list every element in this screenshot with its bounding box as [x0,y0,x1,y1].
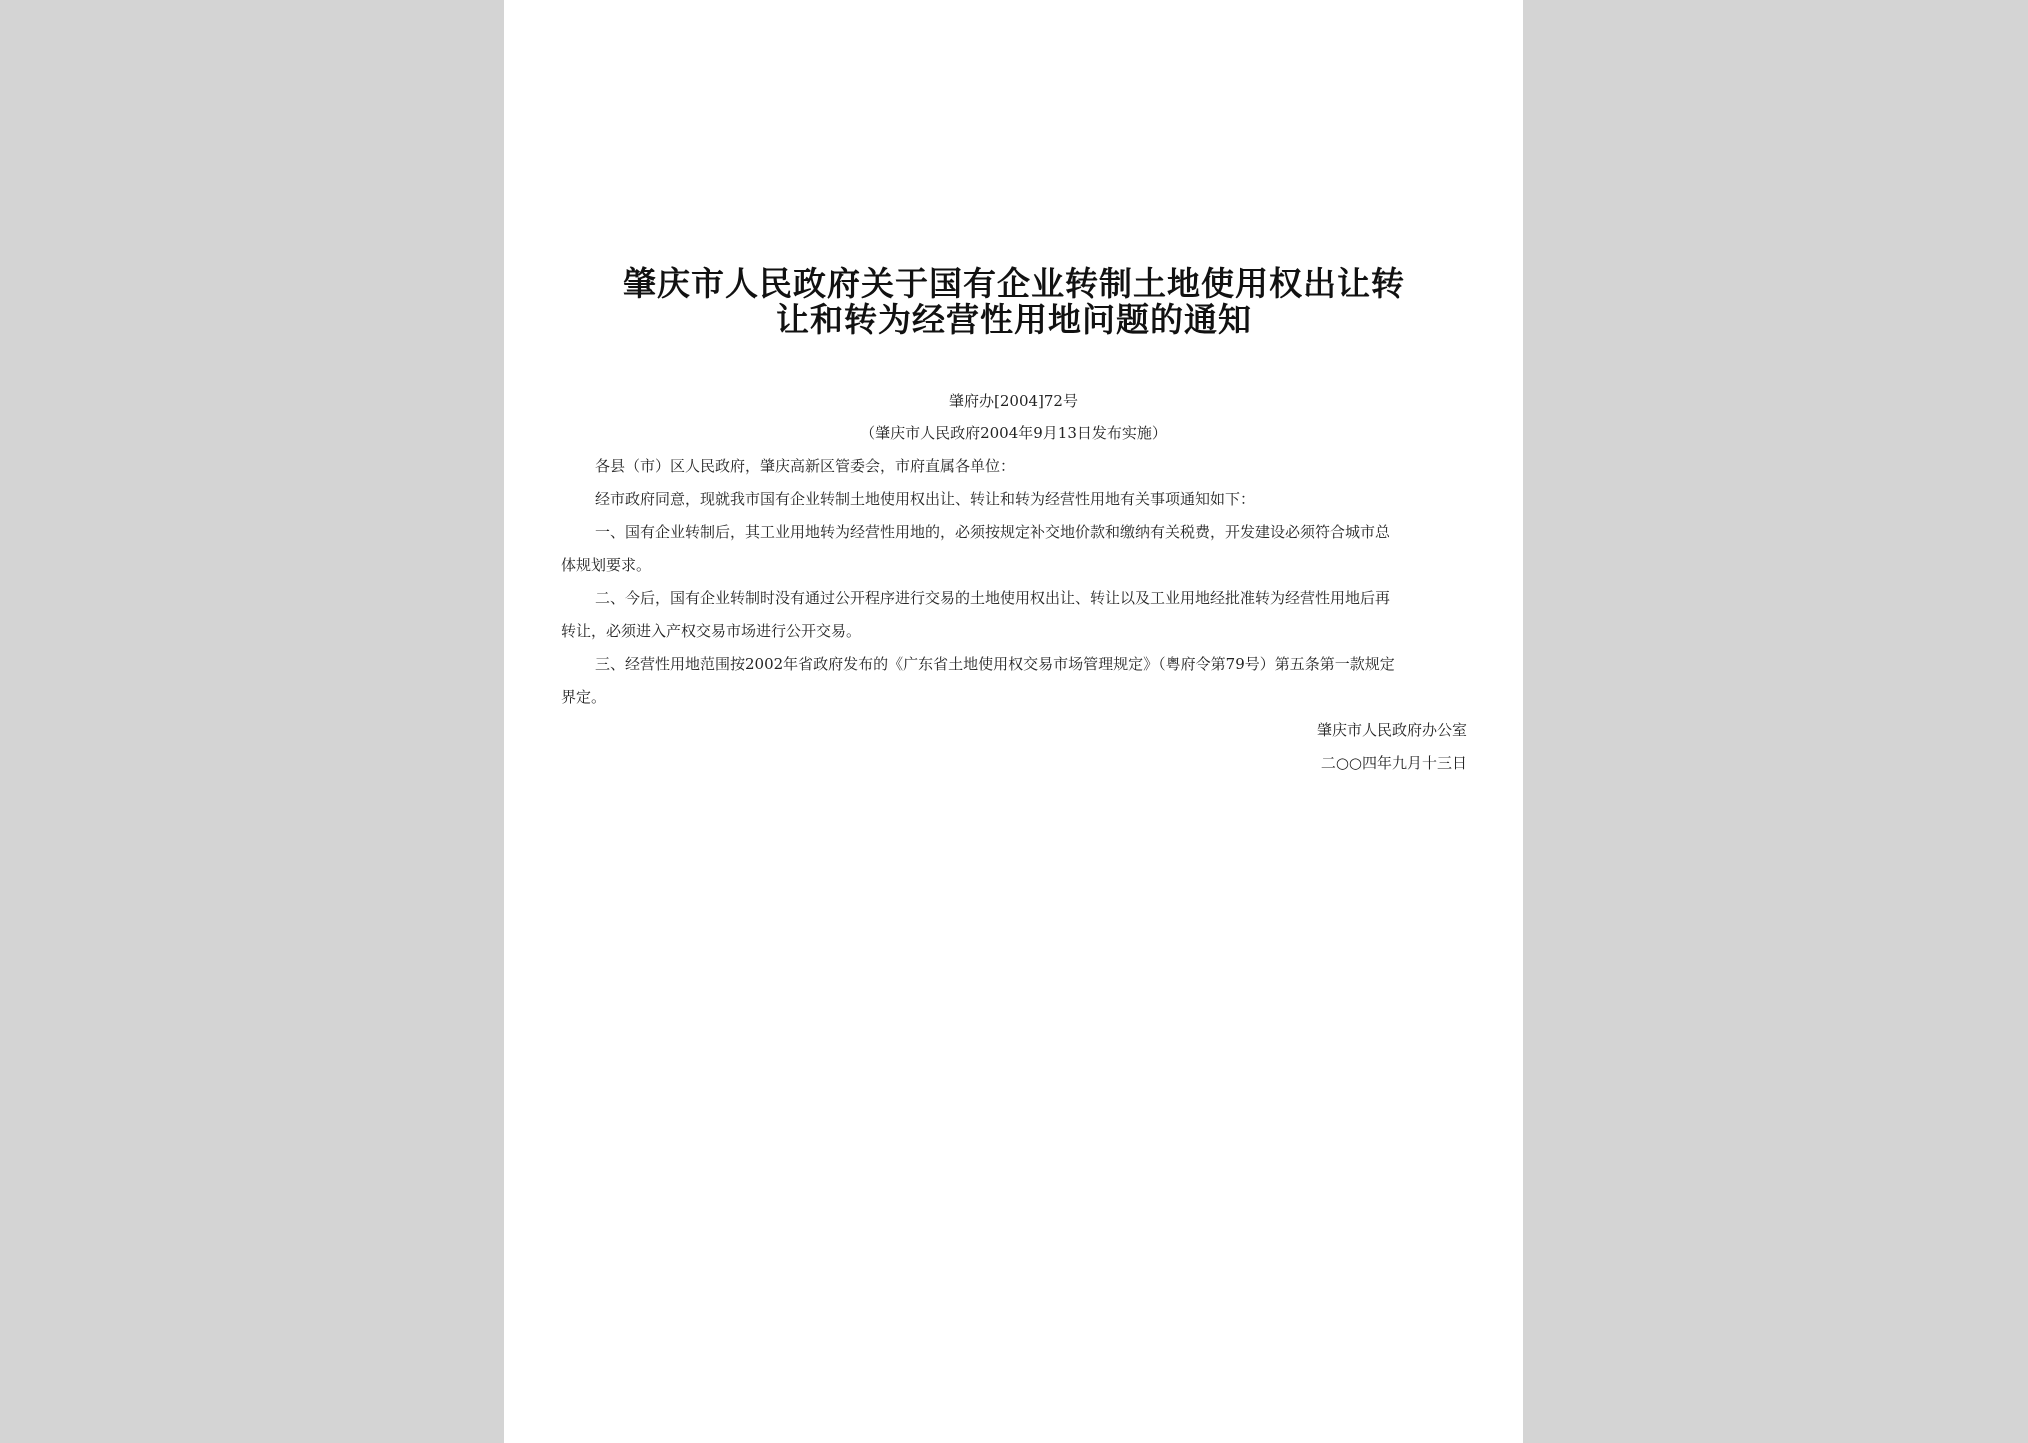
intro-paragraph: 经市政府同意，现就我市国有企业转制土地使用权出让、转让和转为经营性用地有关事项通知如下： [595,490,1256,508]
item-1-line-1: 一、国有企业转制后，其工业用地转为经营性用地的，必须按规定补交地价款和缴纳有关税费，开发建设必须符合城市总 [595,523,1391,541]
issuer-signature: 肇庆市人民政府办公室 [1316,721,1467,739]
item-3-line-2: 界定。 [561,688,607,706]
publication-note: （肇庆市人民政府2004年9月13日发布实施） [860,424,1167,442]
document-title-line-1: 肇庆市人民政府关于国有企业转制土地使用权出让转 [623,264,1405,303]
item-3-line-1: 三、经营性用地范围按2002年省政府发布的《广东省土地使用权交易市场管理规定》（粤府令第79号）第五条第一款规定 [595,655,1395,673]
issue-date: 二○○四年九月十三日 [1320,754,1467,772]
item-1-line-2: 体规划要求。 [561,556,652,574]
document-number: 肇府办[2004]72号 [949,392,1078,410]
document-title-line-2: 让和转为经营性用地问题的通知 [776,300,1252,339]
item-2-line-1: 二、今后，国有企业转制时没有通过公开程序进行交易的土地使用权出让、转让以及工业用地经批准转为经营性用地后再 [595,589,1391,607]
item-2-line-2: 转让，必须进入产权交易市场进行公开交易。 [561,622,862,640]
document-page [504,0,1523,1443]
addressees: 各县（市）区人民政府，肇庆高新区管委会，市府直属各单位： [595,457,1016,475]
